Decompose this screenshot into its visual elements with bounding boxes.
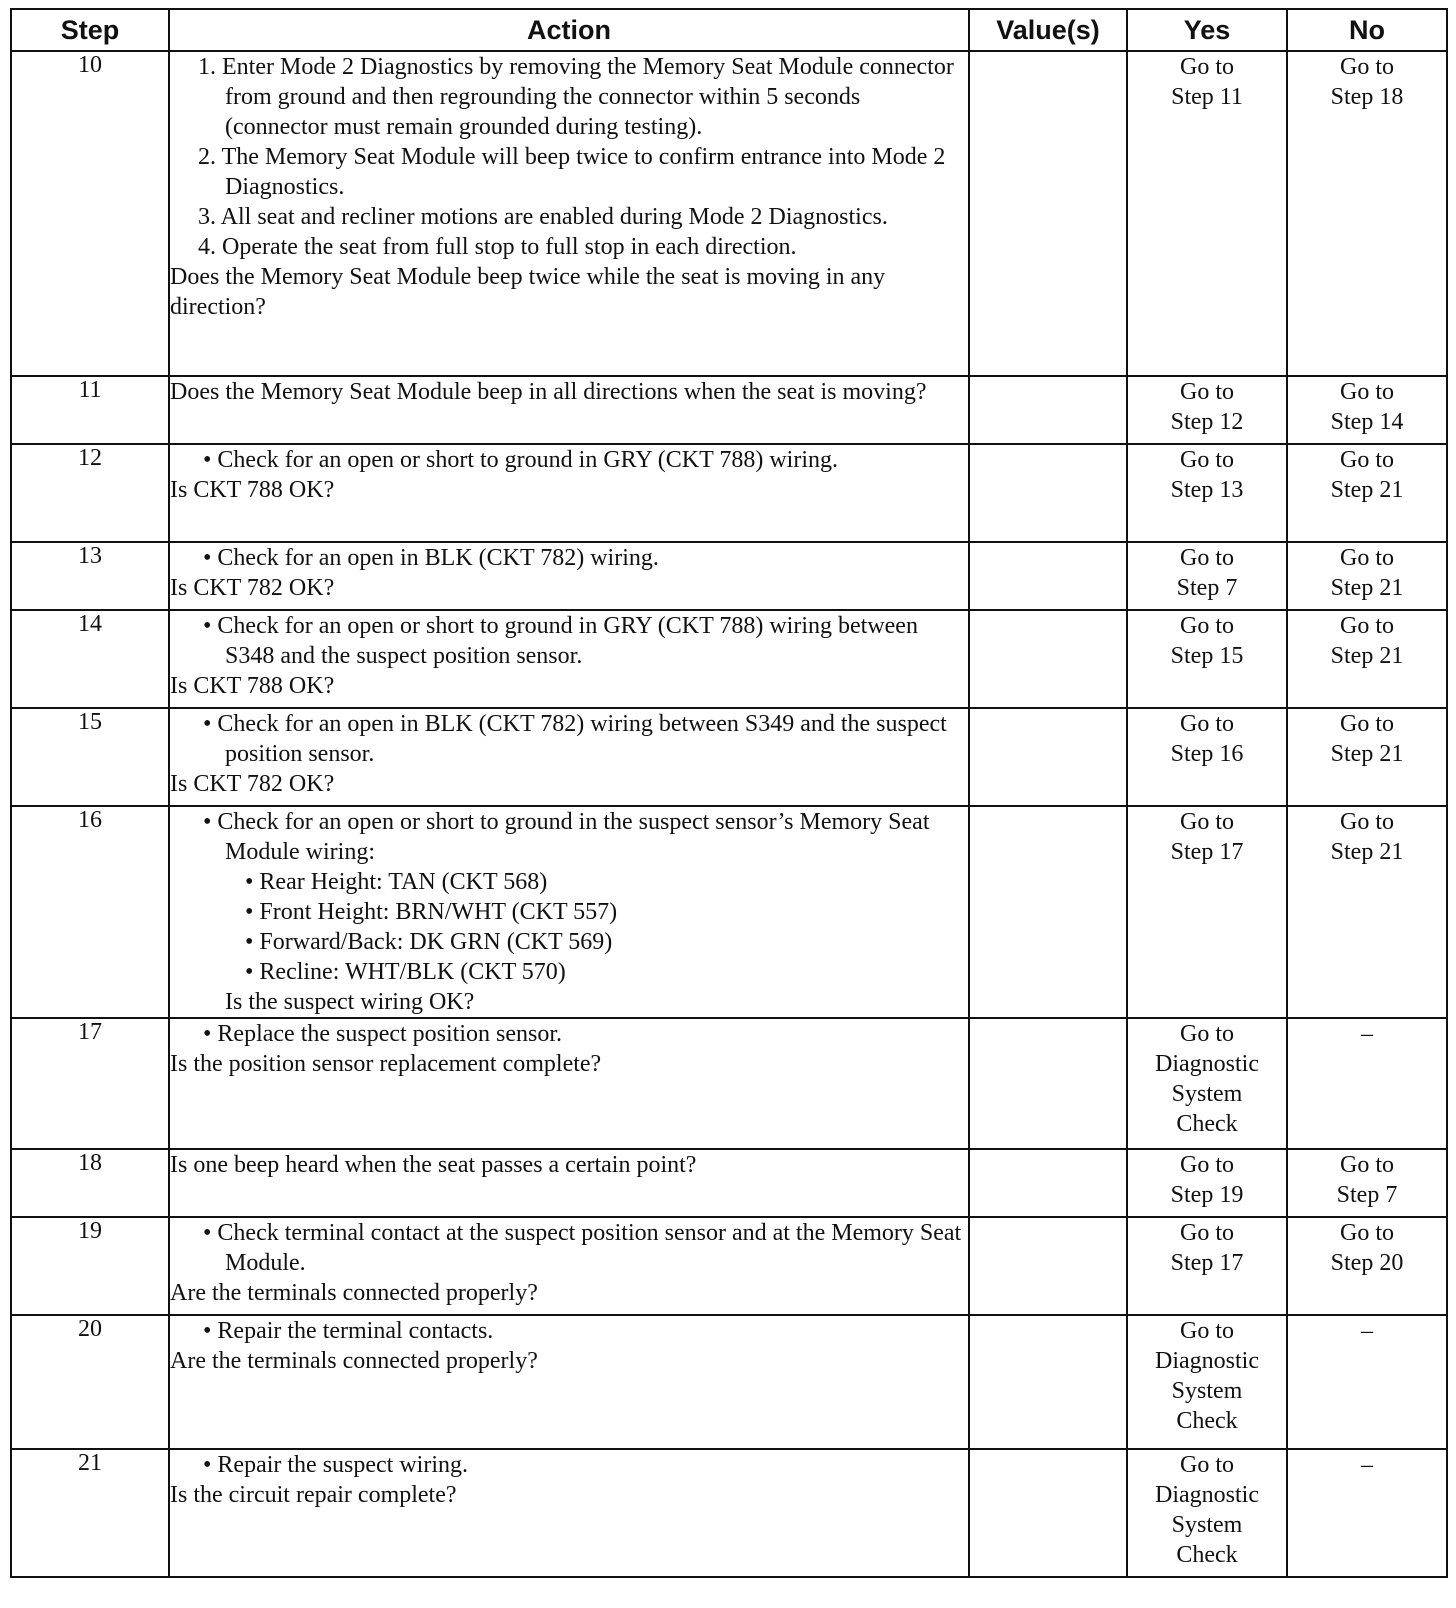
step-number: 11	[11, 376, 169, 444]
values-cell	[969, 542, 1127, 610]
step-number: 18	[11, 1149, 169, 1217]
yes-cell: Go to Step 11	[1127, 51, 1287, 376]
yes-cell: Go to Step 17	[1127, 1217, 1287, 1315]
action-cell	[169, 51, 969, 376]
action-bullet: • Replace the suspect position sensor.	[203, 1021, 563, 1047]
action-question: Is one beep heard when the seat passes a certain point?	[170, 1152, 697, 1178]
yes-cell: Go to Diagnostic System Check	[1127, 1018, 1287, 1149]
action-bullet: • Repair the terminal contacts.	[203, 1318, 494, 1344]
yes-cell: Go to Step 17	[1127, 806, 1287, 1018]
header-values: Value(s)	[969, 9, 1127, 51]
action-cell	[169, 806, 969, 1018]
action-bullet: • Check for an open in BLK (CKT 782) wiring.	[203, 545, 659, 571]
action-bullet: • Check for an open or short to ground in GRY (CKT 788) wiring between S348 and the suspect position sensor.	[203, 613, 918, 669]
action-bullet: • Repair the suspect wiring.	[203, 1452, 469, 1478]
header-no: No	[1287, 9, 1447, 51]
step-number: 17	[11, 1018, 169, 1149]
yes-cell: Go to Step 19	[1127, 1149, 1287, 1217]
table-row	[11, 1315, 1447, 1449]
action-cell	[169, 1315, 969, 1449]
diagnostic-table	[10, 8, 1448, 1578]
action-question: Is CKT 782 OK?	[170, 575, 335, 601]
action-bullet: • Check for an open or short to ground in GRY (CKT 788) wiring.	[203, 447, 838, 473]
step-number: 10	[11, 51, 169, 376]
action-question: Is the position sensor replacement complete?	[170, 1051, 602, 1077]
action-cell	[169, 1018, 969, 1149]
action-cell	[169, 376, 969, 444]
step-number: 12	[11, 444, 169, 542]
values-cell	[969, 444, 1127, 542]
action-cell	[169, 708, 969, 806]
table-row	[11, 376, 1447, 444]
action-question: Does the Memory Seat Module beep in all directions when the seat is moving?	[170, 379, 927, 405]
header-action: Action	[169, 9, 969, 51]
no-cell: Go to Step 21	[1287, 708, 1447, 806]
action-bullet: • Check for an open or short to ground in the suspect sensor’s Memory Seat Module wiring:	[203, 809, 930, 865]
action-item: 3. All seat and recliner motions are enabled during Mode 2 Diagnostics.	[198, 204, 888, 230]
values-cell	[969, 806, 1127, 1018]
action-item: 4. Operate the seat from full stop to full stop in each direction.	[198, 234, 797, 260]
action-cell	[169, 1217, 969, 1315]
yes-cell: Go to Step 16	[1127, 708, 1287, 806]
values-cell	[969, 376, 1127, 444]
yes-cell: Go to Step 12	[1127, 376, 1287, 444]
no-cell: –	[1287, 1018, 1447, 1149]
yes-cell: Go to Step 15	[1127, 610, 1287, 708]
step-number: 14	[11, 610, 169, 708]
values-cell	[969, 1018, 1127, 1149]
step-number: 20	[11, 1315, 169, 1449]
no-cell: Go to Step 21	[1287, 542, 1447, 610]
step-number: 16	[11, 806, 169, 1018]
step-number: 19	[11, 1217, 169, 1315]
no-cell: Go to Step 14	[1287, 376, 1447, 444]
no-cell: Go to Step 18	[1287, 51, 1447, 376]
yes-cell: Go to Step 13	[1127, 444, 1287, 542]
action-cell	[169, 1449, 969, 1577]
step-number: 21	[11, 1449, 169, 1577]
table-row	[11, 806, 1447, 1018]
table-row	[11, 610, 1447, 708]
action-question: Is the suspect wiring OK?	[225, 989, 475, 1015]
no-cell: –	[1287, 1315, 1447, 1449]
values-cell	[969, 610, 1127, 708]
action-cell	[169, 444, 969, 542]
step-number: 15	[11, 708, 169, 806]
action-sub-bullet: • Front Height: BRN/WHT (CKT 557)	[245, 899, 618, 925]
action-question: Is CKT 788 OK?	[170, 477, 335, 503]
action-sub-bullet: • Forward/Back: DK GRN (CKT 569)	[245, 929, 613, 955]
yes-cell: Go to Diagnostic System Check	[1127, 1449, 1287, 1577]
action-item: 2. The Memory Seat Module will beep twice to confirm entrance into Mode 2 Diagnostics.	[198, 144, 946, 200]
action-question: Is CKT 788 OK?	[170, 673, 335, 699]
action-item: 1. Enter Mode 2 Diagnostics by removing the Memory Seat Module connector from ground and then regrounding the connector within 5 seconds (connector must remain grounded during testing).	[198, 54, 954, 140]
action-cell	[169, 542, 969, 610]
values-cell	[969, 1315, 1127, 1449]
yes-cell: Go to Diagnostic System Check	[1127, 1315, 1287, 1449]
action-question: Are the terminals connected properly?	[170, 1348, 538, 1374]
header-step: Step	[11, 9, 169, 51]
table-row	[11, 1449, 1447, 1577]
action-sub-bullet: • Recline: WHT/BLK (CKT 570)	[245, 959, 566, 985]
action-question: Are the terminals connected properly?	[170, 1280, 538, 1306]
action-question: Is CKT 782 OK?	[170, 771, 335, 797]
action-question: Does the Memory Seat Module beep twice while the seat is moving in any direction?	[170, 264, 886, 320]
table-row	[11, 1018, 1447, 1149]
action-question: Is the circuit repair complete?	[170, 1482, 457, 1508]
no-cell: Go to Step 21	[1287, 444, 1447, 542]
no-cell: Go to Step 20	[1287, 1217, 1447, 1315]
table-row	[11, 444, 1447, 542]
action-bullet: • Check terminal contact at the suspect position sensor and at the Memory Seat Module.	[203, 1220, 962, 1276]
values-cell	[969, 1449, 1127, 1577]
header-yes: Yes	[1127, 9, 1287, 51]
table-row	[11, 708, 1447, 806]
no-cell: Go to Step 7	[1287, 1149, 1447, 1217]
yes-cell: Go to Step 7	[1127, 542, 1287, 610]
values-cell	[969, 1149, 1127, 1217]
no-cell: Go to Step 21	[1287, 610, 1447, 708]
values-cell	[969, 1217, 1127, 1315]
table-row	[11, 1217, 1447, 1315]
no-cell: Go to Step 21	[1287, 806, 1447, 1018]
table-row	[11, 542, 1447, 610]
action-bullet: • Check for an open in BLK (CKT 782) wiring between S349 and the suspect position sensor.	[203, 711, 947, 767]
action-cell	[169, 1149, 969, 1217]
no-cell: –	[1287, 1449, 1447, 1577]
table-row	[11, 51, 1447, 376]
header-row	[11, 9, 1447, 51]
step-number: 13	[11, 542, 169, 610]
action-cell	[169, 610, 969, 708]
values-cell	[969, 51, 1127, 376]
action-sub-bullet: • Rear Height: TAN (CKT 568)	[245, 869, 548, 895]
table-row	[11, 1149, 1447, 1217]
values-cell	[969, 708, 1127, 806]
